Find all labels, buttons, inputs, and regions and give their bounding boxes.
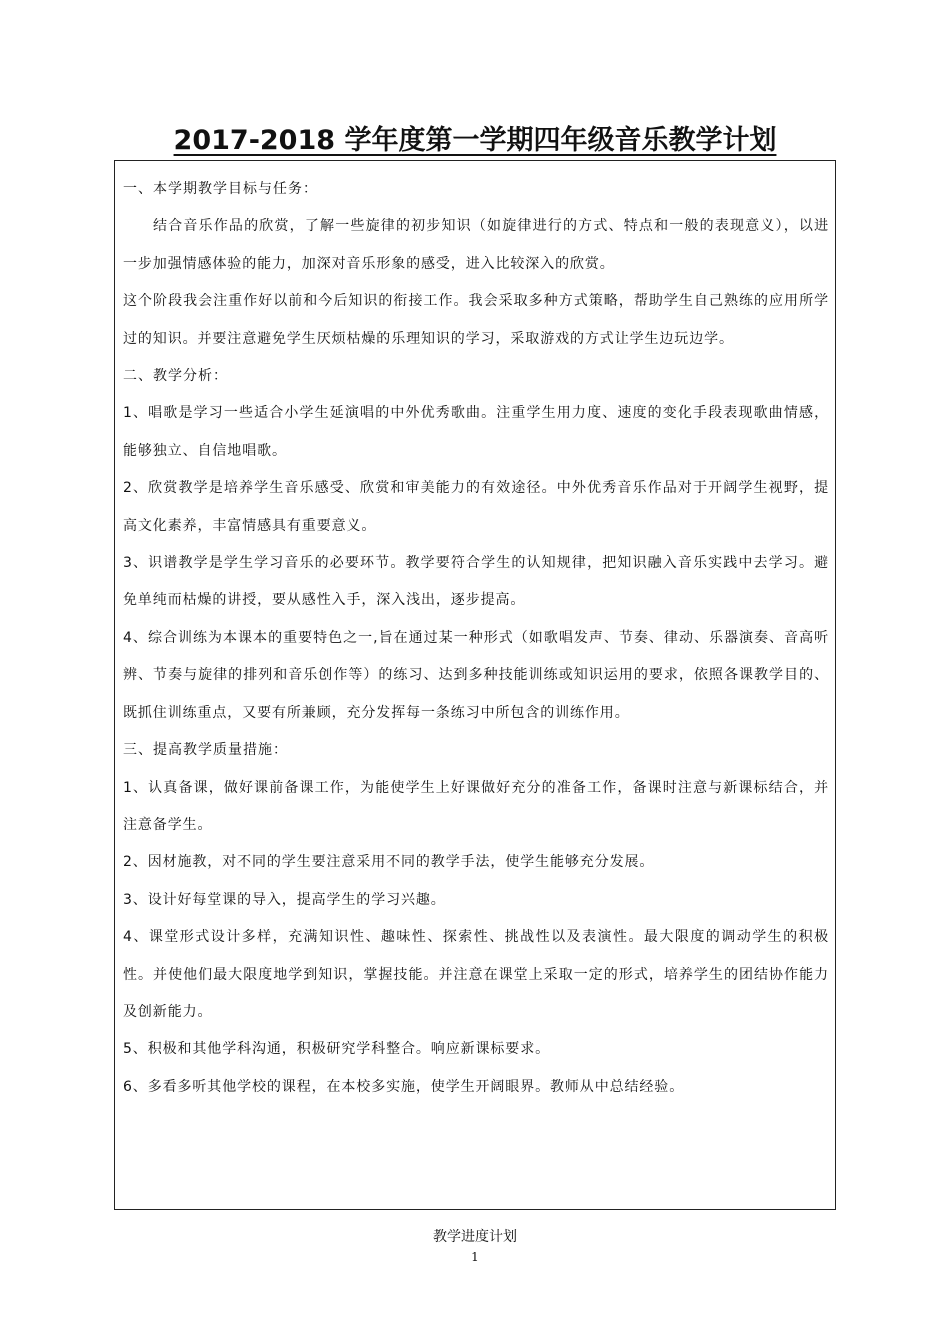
plan-content: [123, 171, 829, 1106]
section-heading-measures: 三、提高教学质量措施：: [123, 742, 288, 759]
paragraph: 这个阶段我会注重作好以前和今后知识的衔接工作。我会采取多种方式策略，帮助学生自己熟练的应用所学过的知识。并要注意避免学生厌烦枯燥的乐理知识的学习，采取游戏的方式让学生边玩边学。: [123, 293, 829, 347]
list-item: 4、课堂形式设计多样，充满知识性、趣味性、探索性、挑战性以及表演性。最大限度的调动学生的积极性。并使他们最大限度地学到知识，掌握技能。并注意在课堂上采取一定的形式，培养学生的团结协作能力及创新能力。: [123, 929, 829, 1020]
content-table-cell: [114, 160, 836, 1210]
list-item: 3、识谱教学是学生学习音乐的必要环节。教学要符合学生的认知规律，把知识融入音乐实践中去学习。避免单纯而枯燥的讲授，要从感性入手，深入浅出，逐步提高。: [123, 555, 829, 609]
footer-label: 教学进度计划: [433, 1229, 517, 1245]
list-item: 1、认真备课，做好课前备课工作，为能使学生上好课做好充分的准备工作，备课时注意与新课标结合，并注意备学生。: [123, 779, 829, 833]
page-number: 1: [471, 1250, 479, 1264]
list-item: 1、唱歌是学习一些适合小学生延演唱的中外优秀歌曲。注重学生用力度、速度的变化手段表现歌曲情感，能够独立、自信地唱歌。: [123, 405, 829, 459]
section-heading-analysis: 二、教学分析：: [123, 368, 228, 385]
list-item: 4、综合训练为本课本的重要特色之一,旨在通过某一种形式（如歌唱发声、节奏、律动、乐器演奏、音高听辨、节奏与旋律的排列和音乐创作等）的练习、达到多种技能训练或知识运用的要求，依照各课教学目的、既抓住训练重点，又要有所兼顾，充分发挥每一条练习中所包含的训练作用。: [123, 629, 829, 721]
list-item: 2、因材施教，对不同的学生要注意采用不同的教学手法，使学生能够充分发展。: [123, 854, 655, 871]
list-item: 2、欣赏教学是培养学生音乐感受、欣赏和审美能力的有效途径。中外优秀音乐作品对于开阔学生视野，提高文化素养，丰富情感具有重要意义。: [123, 480, 829, 534]
paragraph: 结合音乐作品的欣赏，了解一些旋律的初步知识（如旋律进行的方式、特点和一般的表现意义），以进一步加强情感体验的能力，加深对音乐形象的感受，进入比较深入的欣赏。: [123, 218, 829, 272]
list-item: 5、积极和其他学科沟通，积极研究学科整合。响应新课标要求。: [123, 1041, 551, 1058]
page-title-text: 2017-2018 学年度第一学期四年级音乐教学计划: [173, 125, 777, 156]
page-title: [0, 118, 950, 157]
list-item: 6、多看多听其他学校的课程，在本校多实施，使学生开阔眼界。教师从中总结经验。: [123, 1078, 685, 1095]
list-item: 3、设计好每堂课的导入，提高学生的学习兴趣。: [123, 891, 446, 908]
section-heading-goals: 一、本学期教学目标与任务：: [123, 181, 318, 197]
